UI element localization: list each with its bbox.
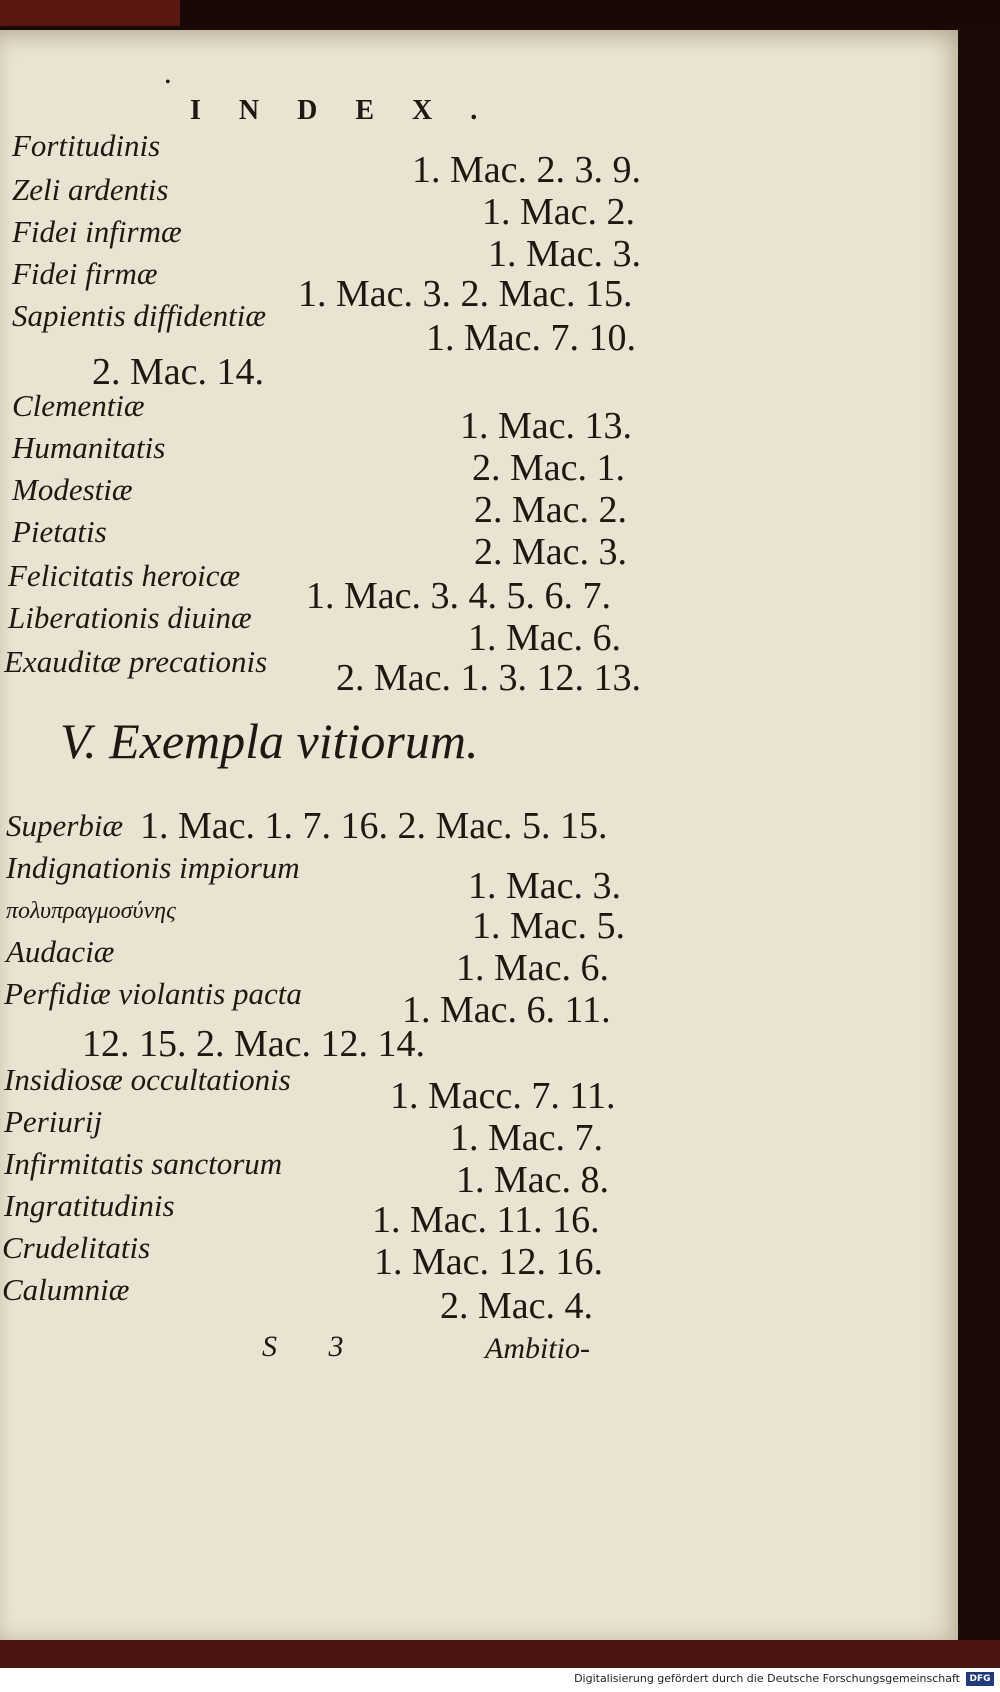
entry-label: Audaciæ [6,934,115,969]
entry-ref: 1. Mac. 6. [468,617,622,659]
entry-label: Clementiæ [12,388,145,423]
entry-ref: 1. Mac. 3. 4. 5. 6. 7. [306,575,612,617]
footer-credit: Digitalisierung gefördert durch die Deutsche Forschungsgemeinschaft [574,1672,960,1685]
entry-label: Fortitudinis [12,128,161,163]
entry-ref: 1. Mac. 5. [472,905,626,947]
entry-label: Sapientis diffidentiæ [12,298,267,333]
entry-ref: 2. Mac. 3. [474,531,628,573]
section-title: V. Exempla vitiorum. [60,713,479,769]
entry-label: Perfidiæ violantis pacta [4,976,302,1011]
entry-ref: 2. Mac. 1. 3. 12. 13. [336,657,642,699]
entry-label: Modestiæ [12,472,133,507]
entry-ref: 1. Mac. 7. [450,1117,604,1159]
entry-label: Exauditæ precationis [4,644,268,679]
entry-label: Insidiosæ occultationis [4,1062,291,1097]
entry-label: Zeli ardentis [12,172,169,207]
entry-ref: 1. Mac. 8. [456,1159,610,1201]
entry-label: Pietatis [12,514,107,549]
entry-label: Calumniæ [2,1272,130,1307]
entry-ref: 2. Mac. 1. [472,447,626,489]
entry-label: Fidei infirmæ [12,214,182,249]
entry-ref: 1. Mac. 3. [468,865,622,907]
entry-ref-continued: 2. Mac. 14. [92,351,265,393]
entry-label: Felicitatis heroicæ [8,558,241,593]
entry-ref: 1. Mac. 11. 16. [372,1199,600,1241]
catchword: Ambitio- [485,1332,590,1365]
entry-ref-continued: 12. 15. 2. Mac. 12. 14. [82,1023,426,1065]
entry-label: Humanitatis [12,430,166,465]
entry-label: Superbiæ [6,808,124,843]
signature-mark: S 3 [262,1330,366,1363]
page-header: INDEX. [190,95,516,126]
entry-ref: 2. Mac. 2. [474,489,628,531]
entry-ref: 1. Mac. 3. [488,233,642,275]
entry-label: Infirmitatis sanctorum [4,1146,283,1181]
entry-label: Ingratitudinis [4,1188,175,1223]
entry-ref: 1. Mac. 7. 10. [426,317,637,359]
entry-label-greek: πολυπραγμοσύνης [6,898,176,924]
entry-ref: 1. Mac. 6. [456,947,610,989]
scan-bottom-border [0,1640,1000,1668]
entry-ref: 1. Mac. 6. 11. [402,989,611,1031]
entry-label: Indignationis impiorum [6,850,300,885]
scan-top-border [0,0,1000,32]
entry-ref: 1. Macc. 7. 11. [390,1075,616,1117]
entry-ref: 1. Mac. 12. 16. [374,1241,604,1283]
entry-ref: 2. Mac. 4. [440,1285,594,1327]
entry-ref: 1. Mac. 1. 7. 16. 2. Mac. 5. 15. [140,805,608,847]
entry-label: Liberationis diuinæ [8,600,252,635]
dfg-logo: DFG [966,1672,994,1686]
entry-ref: 1. Mac. 3. 2. Mac. 15. [298,273,633,315]
entry-label: Fidei firmæ [12,256,158,291]
header-mark: • [165,74,171,91]
entry-ref: 1. Mac. 2. 3. 9. [412,149,642,191]
entry-ref: 1. Mac. 13. [460,405,633,447]
entry-ref: 1. Mac. 2. [482,191,636,233]
scan-right-border [958,30,1000,1640]
footer-bar [0,1668,1000,1692]
entry-label: Periurij [4,1104,103,1139]
entry-label: Crudelitatis [2,1230,151,1265]
